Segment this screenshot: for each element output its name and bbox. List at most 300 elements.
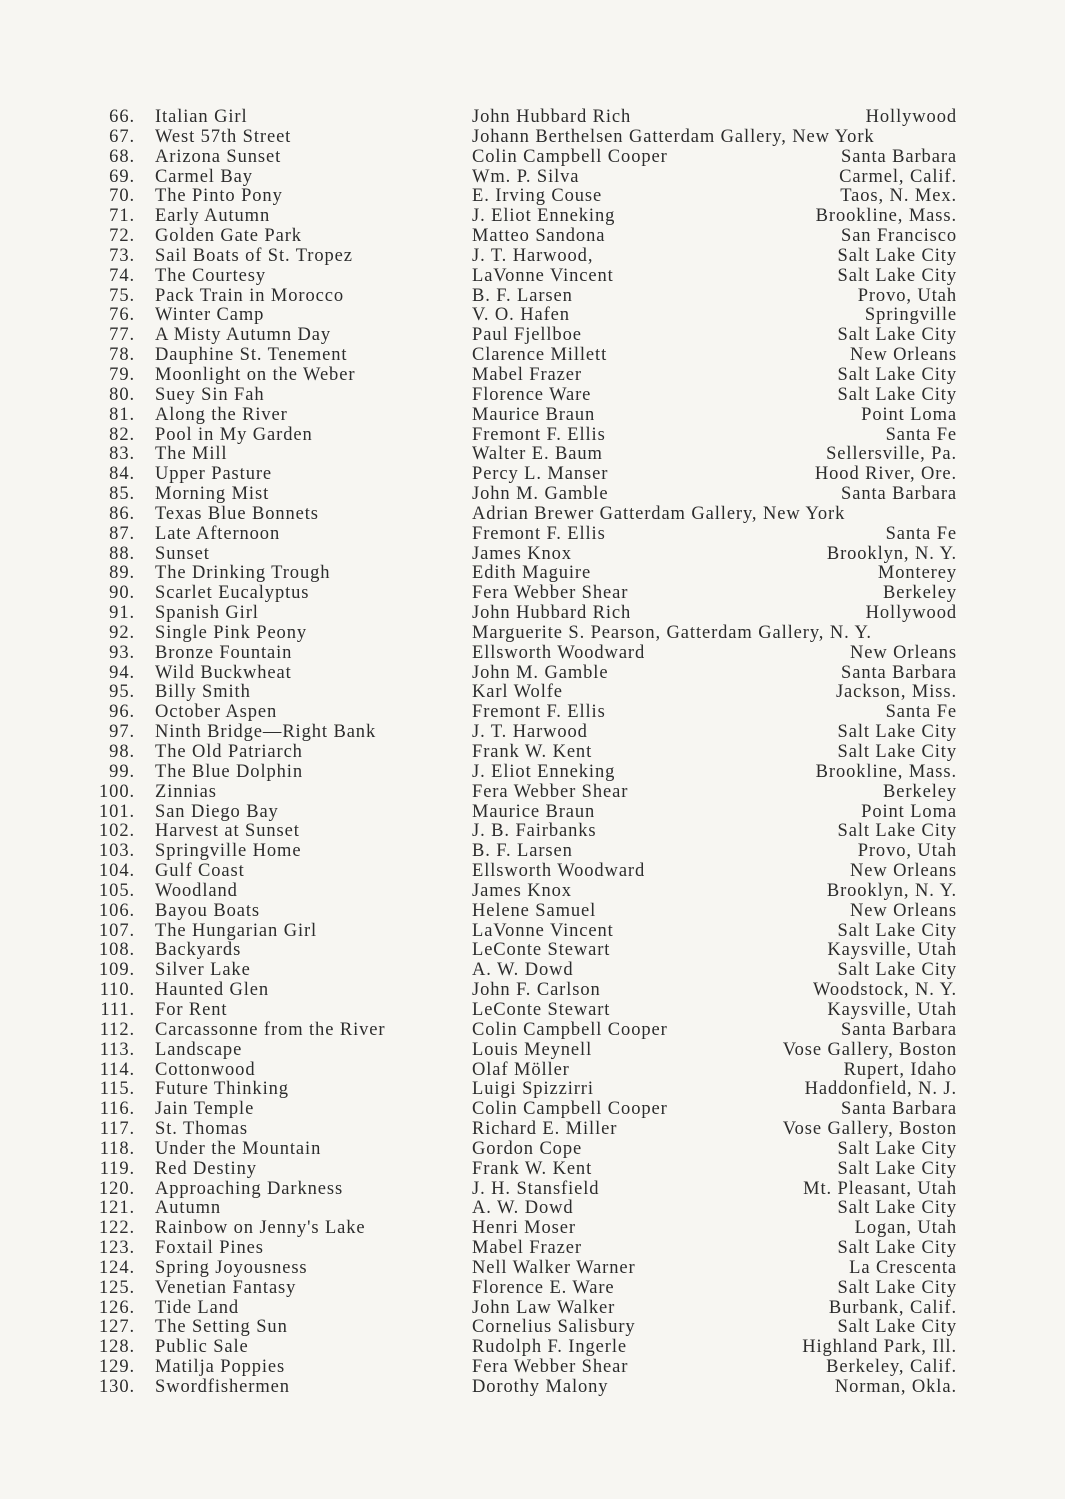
entry-artist: John Law Walker [472,1297,616,1318]
entry-title: The Hungarian Girl [155,920,318,941]
entry-title: Bronze Fountain [155,642,293,663]
entry-title: Haunted Glen [155,980,270,1001]
list-item [0,882,1065,902]
entry-title: Pack Train in Morocco [155,285,344,306]
entry-number: 111. [100,999,135,1020]
entry-number: 121. [99,1198,135,1219]
entry-number: 81. [109,404,135,425]
entry-title: Springville Home [155,841,302,862]
entry-location: Point Loma [861,404,957,425]
entry-title: Morning Mist [155,484,270,505]
entry-number: 92. [109,622,135,643]
entry-location: Salt Lake City [837,1198,957,1219]
entry-location: Monterey [877,563,957,584]
entry-artist: Colin Campbell Cooper [472,1099,668,1120]
list-item [0,664,1065,684]
entry-title: Matilja Poppies [155,1357,286,1378]
entry-number: 100. [99,781,135,802]
list-item [0,902,1065,922]
list-item [0,267,1065,287]
entry-artist: Adrian Brewer Gatterdam Gallery, New York [472,503,846,524]
entry-artist: Marguerite S. Pearson, Gatterdam Gallery, N. Y. [472,622,872,643]
entry-title: Gulf Coast [155,861,245,882]
entry-artist: J. T. Harwood, [472,245,594,266]
entry-number: 103. [99,841,135,862]
entry-artist: B. F. Larsen [472,841,573,862]
list-item [0,1318,1065,1338]
entry-number: 99. [109,761,135,782]
entry-title: St. Thomas [155,1119,248,1140]
entry-artist: A. W. Dowd [472,960,574,981]
entry-location: Taos, N. Mex. [840,186,957,207]
list-item [0,1338,1065,1358]
entry-number: 69. [109,166,135,187]
list-item [0,961,1065,981]
entry-location: Berkeley [883,781,957,802]
entry-title: Suey Sin Fah [155,384,265,405]
list-item [0,862,1065,882]
entry-number: 66. [109,107,135,127]
entry-artist: LaVonne Vincent [472,265,614,286]
list-item [0,1180,1065,1200]
entry-artist: John Hubbard Rich [472,107,632,127]
entry-title: For Rent [155,999,228,1020]
entry-number: 91. [109,603,135,624]
entry-title: Texas Blue Bonnets [155,503,319,524]
entry-number: 67. [109,126,135,147]
entry-location: New Orleans [850,900,957,921]
list-item [0,525,1065,545]
entry-title: Upper Pasture [155,464,273,485]
list-item [0,822,1065,842]
entry-number: 102. [99,821,135,842]
entry-number: 116. [99,1099,135,1120]
entry-title: Pool in My Garden [155,424,313,445]
entry-location: Kaysville, Utah [827,999,957,1020]
entry-title: Tide Land [155,1297,239,1318]
entry-title: The Pinto Pony [155,186,283,207]
entry-location: New Orleans [850,861,957,882]
entry-title: Spring Joyousness [155,1257,308,1278]
entry-location: Santa Barbara [841,146,957,167]
entry-number: 114. [99,1059,135,1080]
entry-title: Cottonwood [155,1059,256,1080]
list-item [0,703,1065,723]
entry-location: Salt Lake City [837,1238,957,1259]
entry-location: Santa Fe [885,424,957,445]
entry-number: 83. [109,444,135,465]
entry-title: Under the Mountain [155,1138,322,1159]
list-item [0,644,1065,664]
list-item [0,1160,1065,1180]
entry-number: 74. [109,265,135,286]
entry-title: Sail Boats of St. Tropez [155,245,353,266]
entry-artist: Olaf Möller [472,1059,570,1080]
list-item [0,1100,1065,1120]
entry-title: Approaching Darkness [155,1178,344,1199]
entry-title: Swordfishermen [155,1377,290,1397]
entry-title: Jain Temple [155,1099,255,1120]
list-item [0,922,1065,942]
entry-number: 104. [99,861,135,882]
entry-title: San Diego Bay [155,801,279,822]
list-item [0,1299,1065,1319]
entry-number: 79. [109,364,135,385]
entry-title: Landscape [155,1039,243,1060]
entry-title: Public Sale [155,1337,249,1358]
entry-title: Billy Smith [155,682,251,703]
entry-number: 71. [109,206,135,227]
entry-number: 106. [99,900,135,921]
list-item [0,1080,1065,1100]
entry-location: Provo, Utah [857,841,957,862]
entry-location: Salt Lake City [837,960,957,981]
entry-title: Venetian Fantasy [155,1277,297,1298]
entry-number: 112. [99,1019,135,1040]
list-item [0,743,1065,763]
entry-number: 88. [109,543,135,564]
entry-artist: Maurice Braun [472,404,596,425]
entry-number: 98. [109,742,135,762]
entry-location: Brooklyn, N. Y. [826,880,957,901]
list-item [0,624,1065,644]
entry-location: Woodstock, N. Y. [813,980,957,1001]
entry-title: Along the River [155,404,288,425]
entry-artist: Fremont F. Ellis [472,702,606,723]
entry-title: The Old Patriarch [155,742,303,762]
entry-title: Zinnias [155,781,217,802]
entry-title: West 57th Street [155,126,292,147]
entry-number: 75. [109,285,135,306]
entry-artist: Frank W. Kent [472,1158,593,1179]
list-item [0,1239,1065,1259]
entry-location: Brookline, Mass. [815,761,957,782]
entry-number: 122. [99,1218,135,1239]
entry-location: Norman, Okla. [834,1377,957,1397]
entry-artist: John F. Carlson [472,980,601,1001]
entry-artist: Walter E. Baum [472,444,603,465]
entry-location: Point Loma [861,801,957,822]
entry-number: 125. [99,1277,135,1298]
entry-artist: LeConte Stewart [472,999,611,1020]
entry-number: 85. [109,484,135,505]
entry-artist: Matteo Sandona [472,226,606,247]
entry-artist: John Hubbard Rich [472,603,632,624]
entry-artist: LeConte Stewart [472,940,611,961]
entry-location: Salt Lake City [837,1277,957,1298]
entry-number: 68. [109,146,135,167]
entry-artist: J. Eliot Enneking [472,761,616,782]
list-item [0,287,1065,307]
entry-artist: Gordon Cope [472,1138,583,1159]
list-item [0,445,1065,465]
list-item [0,1199,1065,1219]
entry-number: 76. [109,305,135,326]
entry-title: Rainbow on Jenny's Lake [155,1218,366,1239]
entry-number: 89. [109,563,135,584]
entry-title: Foxtail Pines [155,1238,264,1259]
list-item [0,763,1065,783]
entry-title: Woodland [155,880,238,901]
entry-location: Vose Gallery, Boston [782,1039,957,1060]
entry-artist: Florence E. Ware [472,1277,615,1298]
entry-location: Sellersville, Pa. [826,444,957,465]
list-item [0,545,1065,565]
list-item [0,803,1065,823]
entry-artist: Mabel Frazer [472,1238,582,1259]
entry-artist: Ellsworth Woodward [472,642,646,663]
entry-title: Scarlet Eucalyptus [155,583,310,604]
list-item [0,1001,1065,1021]
list-item [0,981,1065,1001]
entry-location: Brookline, Mass. [815,206,957,227]
entry-artist: Johann Berthelsen Gatterdam Gallery, New York [472,126,875,147]
entry-number: 86. [109,503,135,524]
entry-location: Kaysville, Utah [827,940,957,961]
entry-location: Salt Lake City [837,1138,957,1159]
entry-title: Ninth Bridge—Right Bank [155,722,377,743]
entry-artist: Fera Webber Shear [472,583,629,604]
list-item [0,1041,1065,1061]
entry-title: Wild Buckwheat [155,662,292,683]
entry-title: Backyards [155,940,242,961]
entry-title: Silver Lake [155,960,251,981]
entry-location: Santa Barbara [841,484,957,505]
entry-artist: Percy L. Manser [472,464,609,485]
entry-location: Santa Fe [885,523,957,544]
list-item [0,346,1065,366]
entry-location: Vose Gallery, Boston [782,1119,957,1140]
entry-location: Highland Park, Ill. [802,1337,957,1358]
entry-artist: John M. Gamble [472,484,609,505]
entry-location: Hood River, Ore. [814,464,957,485]
entry-artist: James Knox [472,543,572,564]
entry-location: Salt Lake City [837,1317,957,1338]
entry-number: 129. [99,1357,135,1378]
entry-title: Sunset [155,543,210,564]
entry-location: Santa Barbara [841,1019,957,1040]
entry-number: 77. [109,325,135,346]
entry-number: 97. [109,722,135,743]
entry-artist: Luigi Spizzirri [472,1079,594,1100]
entry-title: Future Thinking [155,1079,289,1100]
entry-artist: B. F. Larsen [472,285,573,306]
entry-title: Carcassonne from the River [155,1019,386,1040]
list-item [0,1021,1065,1041]
list-item [0,247,1065,267]
entry-artist: Colin Campbell Cooper [472,1019,668,1040]
entry-artist: Paul Fjellboe [472,325,582,346]
entry-title: Italian Girl [155,107,248,127]
entry-location: Salt Lake City [837,722,957,743]
entry-location: Salt Lake City [837,325,957,346]
entry-artist: Nell Walker Warner [472,1257,636,1278]
list-item [0,1061,1065,1081]
entry-artist: Maurice Braun [472,801,596,822]
entry-artist: LaVonne Vincent [472,920,614,941]
entry-artist: Florence Ware [472,384,592,405]
entry-title: The Courtesy [155,265,266,286]
entry-artist: Richard E. Miller [472,1119,618,1140]
list-item [0,168,1065,188]
entry-location: New Orleans [850,642,957,663]
entry-location: Salt Lake City [837,265,957,286]
entry-artist: Wm. P. Silva [472,166,580,187]
entry-number: 95. [109,682,135,703]
entry-artist: Karl Wolfe [472,682,563,703]
entry-number: 108. [99,940,135,961]
list-item [0,326,1065,346]
list-item [0,564,1065,584]
entry-title: Carmel Bay [155,166,253,187]
entry-title: The Mill [155,444,228,465]
entry-artist: Louis Meynell [472,1039,593,1060]
list-item [0,108,1065,128]
entry-location: Springville [864,305,957,326]
list-item [0,1219,1065,1239]
list-item [0,1120,1065,1140]
entry-location: Santa Barbara [841,662,957,683]
entry-artist: J. T. Harwood [472,722,588,743]
list-item [0,584,1065,604]
entry-number: 120. [99,1178,135,1199]
entry-title: Single Pink Peony [155,622,308,643]
entry-number: 87. [109,523,135,544]
entry-number: 115. [99,1079,135,1100]
entry-artist: J. Eliot Enneking [472,206,616,227]
entry-artist: Colin Campbell Cooper [472,146,668,167]
entry-artist: Edith Maguire [472,563,592,584]
list-item [0,128,1065,148]
entry-title: The Blue Dolphin [155,761,303,782]
entry-number: 72. [109,226,135,247]
entry-number: 109. [99,960,135,981]
entry-number: 123. [99,1238,135,1259]
entry-location: Salt Lake City [837,920,957,941]
entry-title: Late Afternoon [155,523,281,544]
entry-location: San Francisco [841,226,957,247]
entry-location: Santa Barbara [841,1099,957,1120]
list-item [0,1358,1065,1378]
entry-number: 70. [109,186,135,207]
entry-title: Moonlight on the Weber [155,364,356,385]
entry-number: 101. [99,801,135,822]
entry-artist: Cornelius Salisbury [472,1317,636,1338]
entry-number: 130. [99,1377,135,1397]
entry-artist: Frank W. Kent [472,742,593,762]
entry-location: Berkeley [883,583,957,604]
entry-title: Harvest at Sunset [155,821,300,842]
entry-title: October Aspen [155,702,278,723]
entry-artist: A. W. Dowd [472,1198,574,1219]
entry-number: 119. [99,1158,135,1179]
catalog-list [0,108,1065,1398]
entry-artist: Mabel Frazer [472,364,582,385]
entry-title: Dauphine St. Tenement [155,345,348,366]
list-item [0,723,1065,743]
entry-location: Salt Lake City [837,1158,957,1179]
entry-artist: E. Irving Couse [472,186,603,207]
entry-title: The Setting Sun [155,1317,288,1338]
entry-location: New Orleans [850,345,957,366]
entry-location: Hollywood [865,107,957,127]
entry-artist: V. O. Hafen [472,305,570,326]
entry-location: Provo, Utah [857,285,957,306]
entry-location: Santa Fe [885,702,957,723]
entry-number: 80. [109,384,135,405]
entry-location: La Crescenta [849,1257,957,1278]
entry-title: Red Destiny [155,1158,257,1179]
entry-number: 82. [109,424,135,445]
entry-title: Bayou Boats [155,900,260,921]
list-item [0,604,1065,624]
entry-number: 128. [99,1337,135,1358]
entry-artist: Dorothy Malony [472,1377,609,1397]
entry-number: 78. [109,345,135,366]
list-item [0,406,1065,426]
list-item [0,1140,1065,1160]
entry-location: Salt Lake City [837,364,957,385]
entry-number: 105. [99,880,135,901]
list-item [0,1259,1065,1279]
list-item [0,207,1065,227]
entry-number: 124. [99,1257,135,1278]
entry-title: Spanish Girl [155,603,259,624]
entry-number: 127. [99,1317,135,1338]
entry-location: Berkeley, Calif. [826,1357,957,1378]
entry-artist: J. B. Fairbanks [472,821,597,842]
list-item [0,1378,1065,1398]
entry-location: Rupert, Idaho [843,1059,957,1080]
entry-number: 93. [109,642,135,663]
entry-location: Carmel, Calif. [839,166,957,187]
entry-artist: J. H. Stansfield [472,1178,600,1199]
entry-artist: Helene Samuel [472,900,597,921]
entry-artist: James Knox [472,880,572,901]
entry-location: Salt Lake City [837,821,957,842]
entry-location: Jackson, Miss. [835,682,957,703]
list-item [0,941,1065,961]
entry-number: 110. [99,980,135,1001]
list-item [0,465,1065,485]
list-item [0,783,1065,803]
list-item [0,187,1065,207]
list-item [0,386,1065,406]
entry-number: 96. [109,702,135,723]
entry-artist: Henri Moser [472,1218,576,1239]
entry-artist: Fremont F. Ellis [472,523,606,544]
entry-number: 117. [99,1119,135,1140]
entry-location: Mt. Pleasant, Utah [803,1178,957,1199]
entry-title: Early Autumn [155,206,271,227]
entry-number: 107. [99,920,135,941]
entry-title: Winter Camp [155,305,265,326]
entry-location: Burbank, Calif. [828,1297,957,1318]
entry-artist: Fera Webber Shear [472,1357,629,1378]
entry-number: 73. [109,245,135,266]
list-item [0,426,1065,446]
list-item [0,842,1065,862]
entry-location: Haddonfield, N. J. [804,1079,957,1100]
entry-number: 113. [99,1039,135,1060]
list-item [0,306,1065,326]
list-item [0,485,1065,505]
list-item [0,505,1065,525]
entry-title: The Drinking Trough [155,563,331,584]
entry-title: Arizona Sunset [155,146,282,167]
entry-artist: Fremont F. Ellis [472,424,606,445]
entry-artist: Rudolph F. Ingerle [472,1337,627,1358]
